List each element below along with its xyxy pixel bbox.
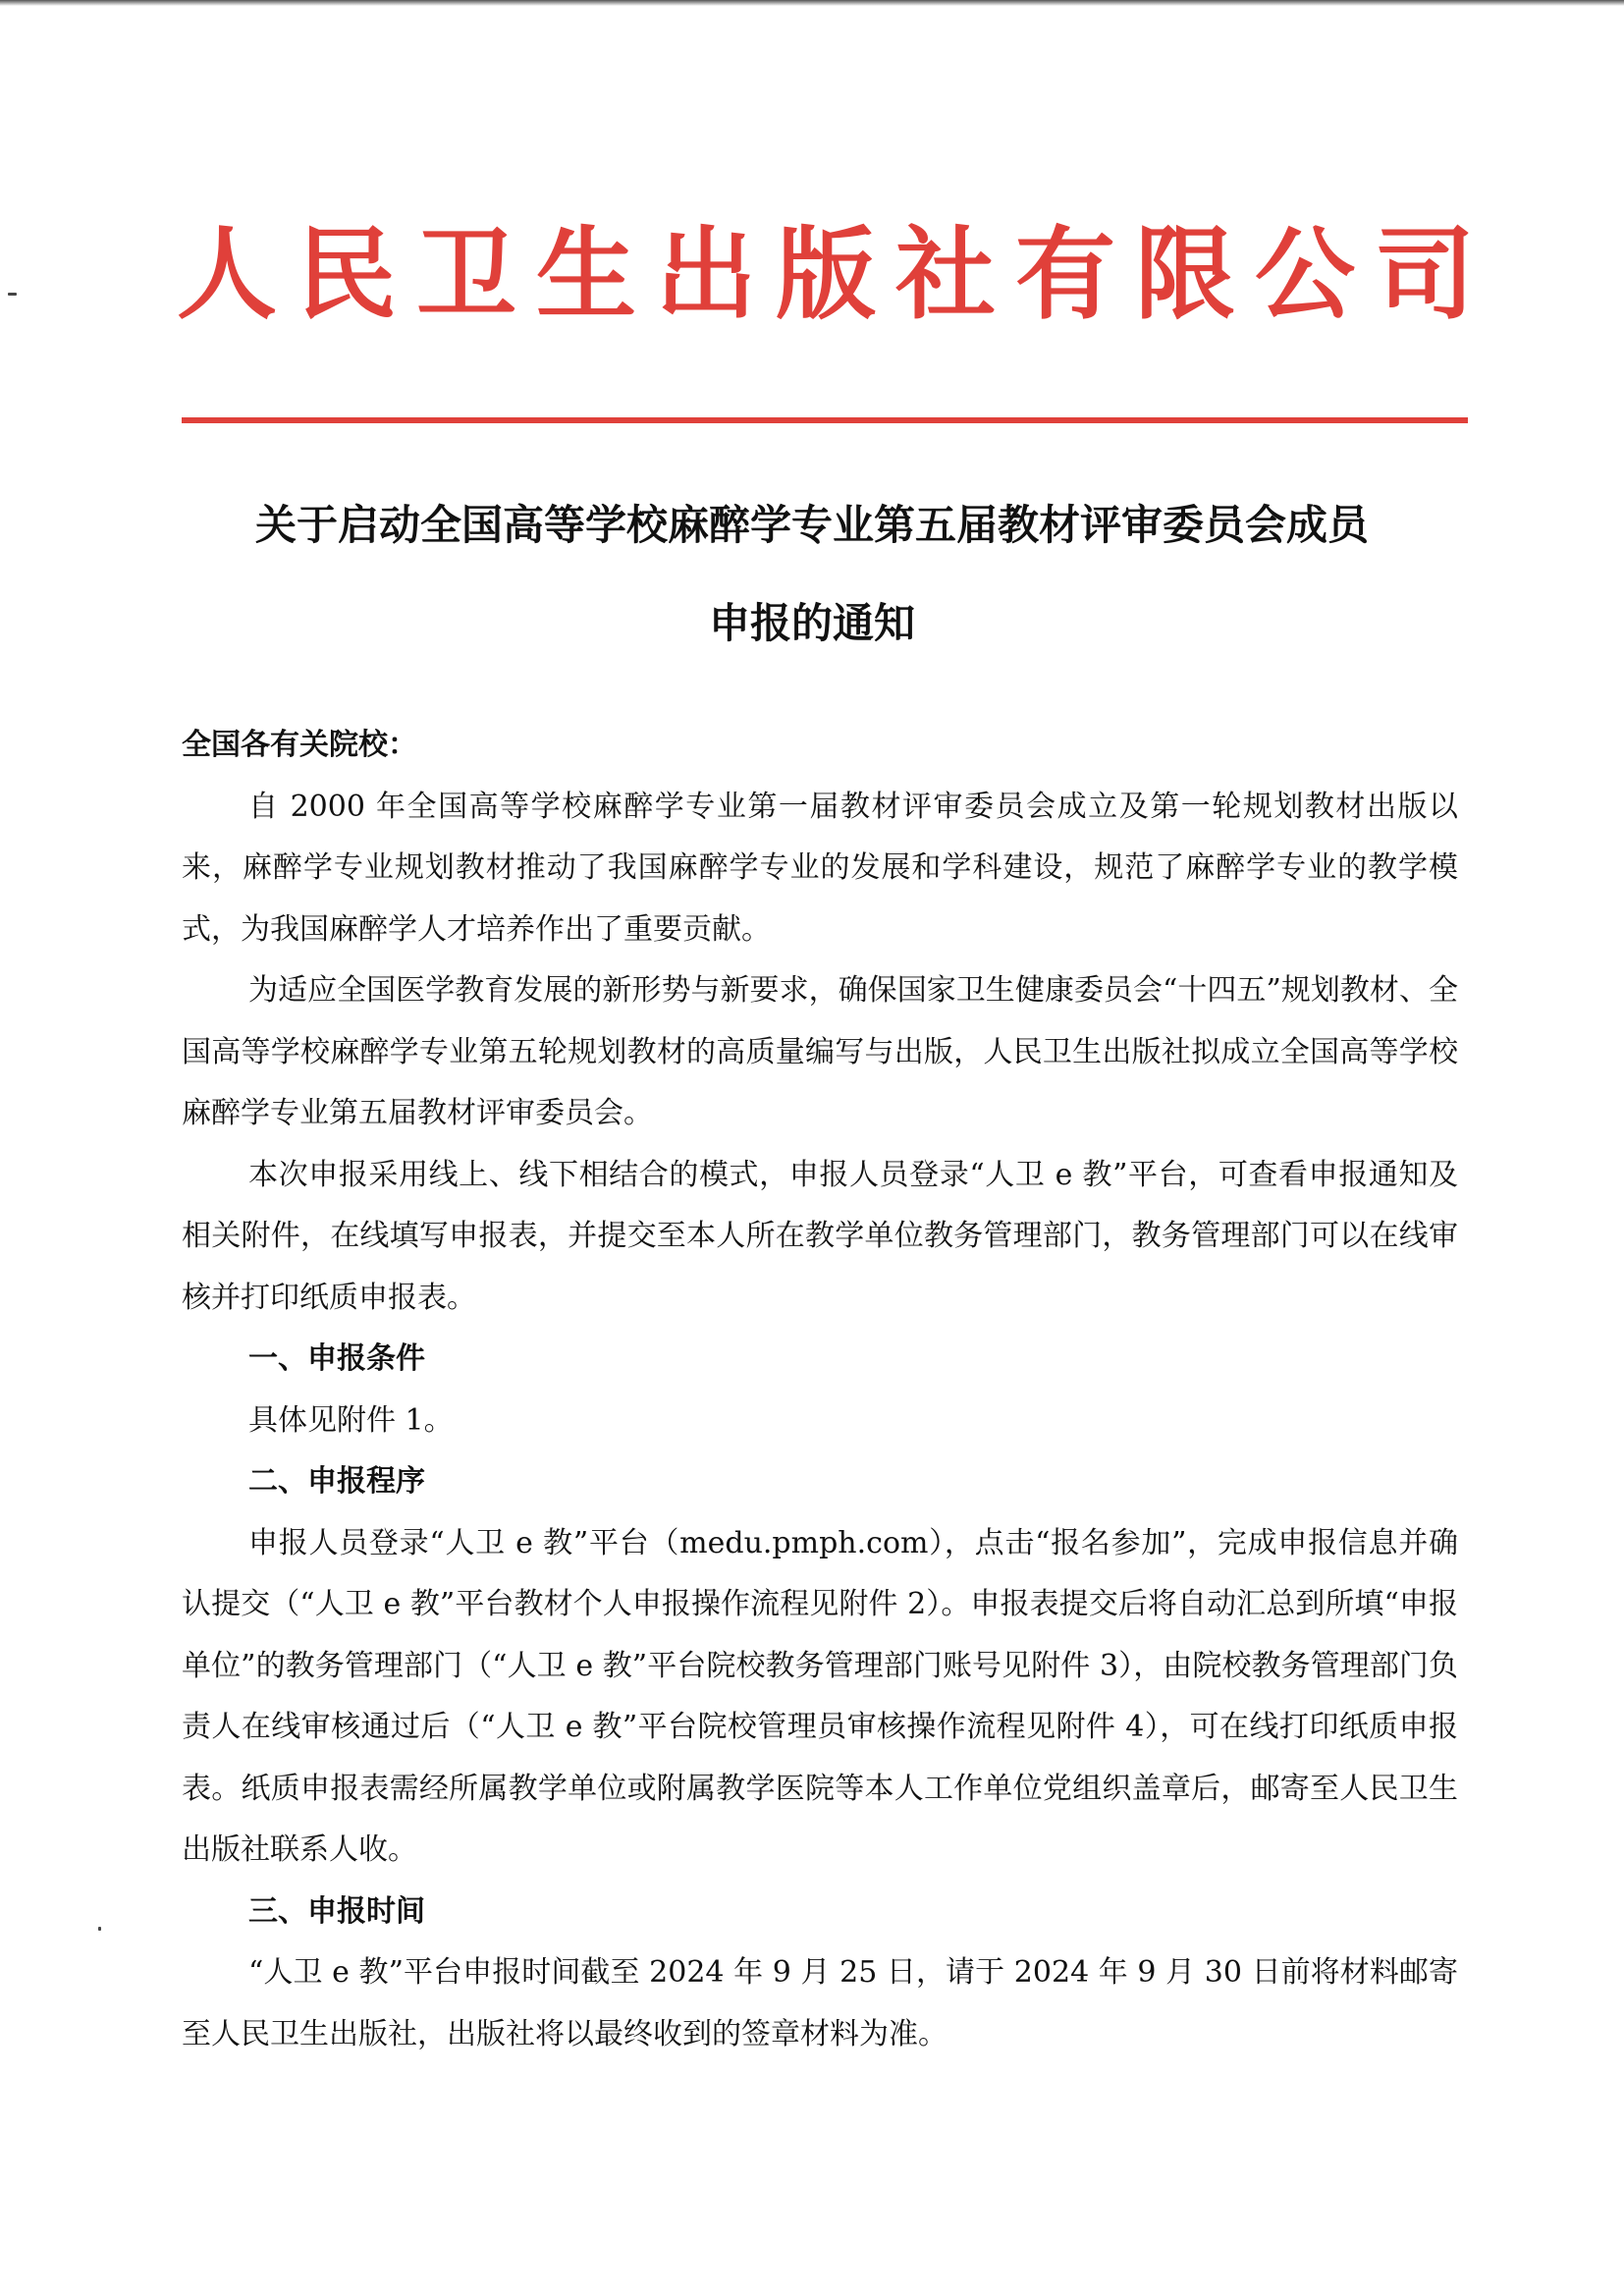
intro-paragraph: 自 2000 年全国高等学校麻醉学专业第一届教材评审委员会成立及第一轮规划教材出版以来，麻醉学专业规划教材推动了我国麻醉学专业的发展和学科建设，规范了麻醉学专业的教学模式，为我国麻醉学人才培养作出了重要贡献。 (182, 789, 1458, 947)
section-paragraph: 申报人员登录“人卫 e 教”平台（medu.pmph.com），点击“报名参加”，完成申报信息并确认提交（“人卫 e 教”平台教材个人申报操作流程见附件 2）。申报表提交后将自动汇总到所填“申报单位”的教务管理部门（“人卫 e 教”平台院校教务管理部门账号见附件 3），由院校教务管理部门负责人在线审核通过后（“人卫 e 教”平台院校管理员审核操作流程见附件 4），可在线打印纸质申报表。纸质申报表需经所属教学单位或附属教学医院等本人工作单位党组织盖章后，邮寄至人民卫生出版社联系人收。 (182, 1525, 1458, 1867)
intro-paragraph: 本次申报采用线上、线下相结合的模式，申报人员登录“人卫 e 教”平台，可查看申报通知及相关附件，在线填写申报表，并提交至本人所在教学单位教务管理部门，教务管理部门可以在线审核并打印纸质申报表。 (182, 1157, 1458, 1315)
scan-top-edge (0, 0, 1624, 6)
section-paragraph: 具体见附件 1。 (248, 1402, 454, 1438)
scan-speck (98, 1927, 101, 1931)
intro-paragraph: 为适应全国医学教育发展的新形势与新要求，确保国家卫生健康委员会“十四五”规划教材、全国高等学校麻醉学专业第五轮规划教材的高质量编写与出版，人民卫生出版社拟成立全国高等学校麻醉学专业第五届教材评审委员会。 (182, 973, 1458, 1130)
document-title-line-2: 申报的通知 (708, 599, 915, 647)
scan-speck (8, 293, 17, 296)
section-heading-procedure: 二、申报程序 (248, 1464, 425, 1499)
section-paragraph: “人卫 e 教”平台申报时间截至 2024 年 9 月 25 日，请于 2024 年 9 月 30 日前将材料邮寄至人民卫生出版社，出版社将以最终收到的签章材料为准。 (182, 1955, 1458, 2051)
salutation: 全国各有关院校： (182, 728, 417, 762)
document-title-line-1: 关于启动全国高等学校麻醉学专业第五届教材评审委员会成员 (254, 501, 1369, 549)
section-heading-time: 三、申报时间 (248, 1893, 425, 1929)
letterhead-company-name: 人民卫生出版社有限公司 (177, 216, 1494, 334)
document-body (182, 715, 1458, 2065)
letterhead-divider (182, 417, 1468, 423)
section-heading-conditions: 一、申报条件 (248, 1341, 425, 1376)
